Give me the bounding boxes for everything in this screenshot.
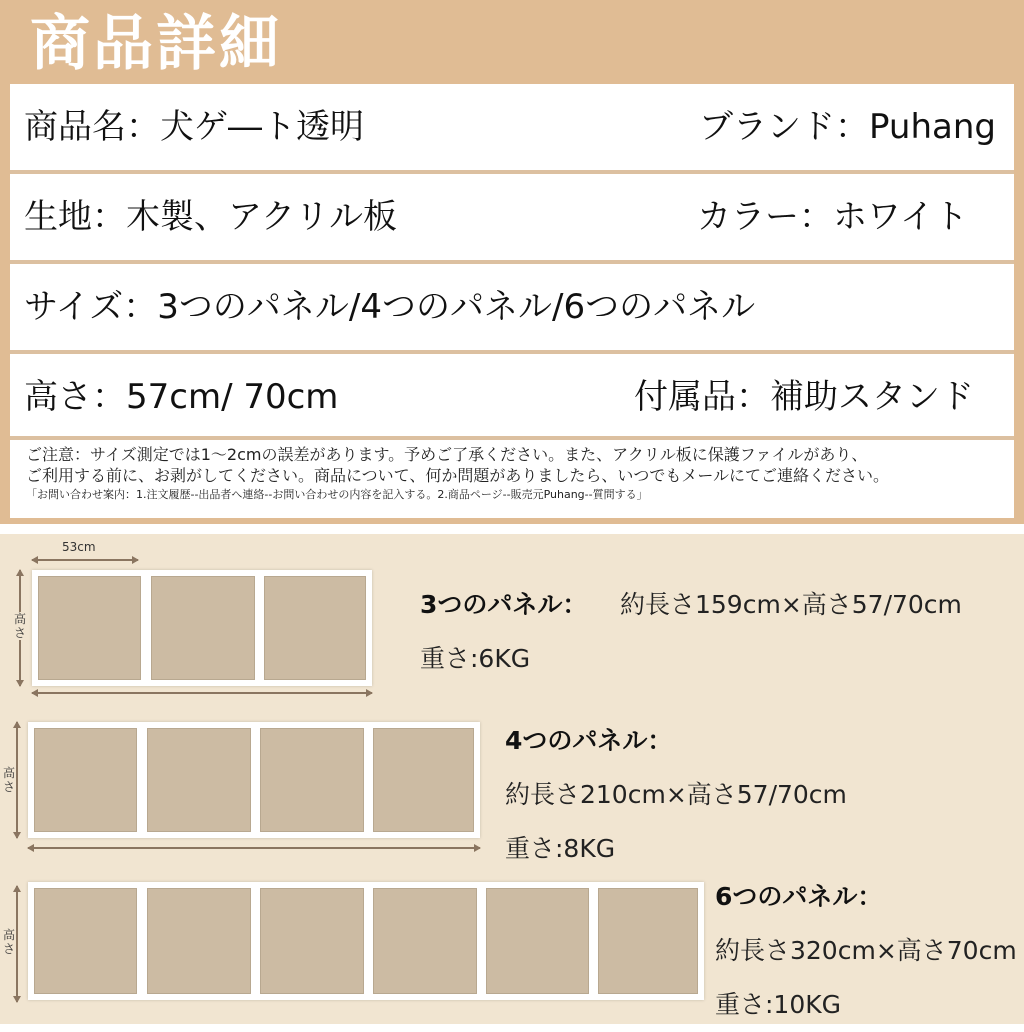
length-arrow — [28, 847, 480, 849]
height: 高さ：57cm/ 70cm — [24, 377, 339, 417]
gate-panel — [260, 728, 364, 832]
gate-6-spec — [715, 870, 1017, 1032]
gate-name: 4つのパネル： — [505, 726, 673, 755]
gate-6-panels — [28, 882, 704, 1000]
gate-name: 3つのパネル： — [420, 590, 588, 619]
product-name: 商品名：犬ゲ―ト透明 — [24, 107, 364, 147]
gate-name: 6つのパネル： — [715, 882, 883, 911]
gate-panel — [34, 728, 137, 832]
gate-3-panels — [32, 570, 372, 686]
spec-row-name-brand — [10, 84, 1014, 170]
gate-panel — [260, 888, 364, 994]
color: カラー：ホワイト — [697, 197, 968, 237]
contact-info: 「お問い合わせ案内：1.注文履歴--出品者へ連絡--お問い合わせの内容を記入する。2.商品ページ--販売元Puhang--質問する」 — [26, 488, 648, 501]
divider — [10, 436, 1014, 440]
gate-3-spec — [420, 578, 587, 632]
gate-4-spec — [505, 714, 847, 876]
panel-width-label: 53cm — [62, 540, 96, 554]
brand: ブランド：Puhang — [699, 107, 996, 147]
notice-line: ご利用する前に、お剥がしてください。商品について、何か問題がありましたら、いつでもメールにてご連絡ください。 — [26, 466, 890, 485]
gate-size-section — [0, 534, 1024, 1024]
gate-4-panels — [28, 722, 480, 838]
length-arrow — [32, 692, 372, 694]
notice-line: ご注意：サイズ測定では1～2cmの誤差があります。予めご了承ください。また、アクリル板に保護ファイルがあり、 — [26, 445, 868, 464]
panel-width-arrow — [32, 559, 138, 561]
gate-panel — [151, 576, 255, 680]
notice — [26, 444, 1006, 504]
spec-row-size — [10, 264, 1014, 350]
spec-table — [10, 84, 1014, 518]
gate-weight: 重さ:6KG — [420, 644, 531, 673]
page-title: 商品詳細 — [30, 9, 282, 79]
height-label: 高さ — [2, 928, 15, 956]
gate-panel — [34, 888, 137, 994]
gate-panel — [486, 888, 589, 994]
gate-panel — [147, 728, 251, 832]
gate-panel — [264, 576, 366, 680]
gate-weight: 重さ:10KG — [715, 990, 842, 1019]
material: 生地：木製、アクリル板 — [24, 197, 397, 237]
gate-weight: 重さ:8KG — [505, 834, 616, 863]
gate-panel — [373, 888, 477, 994]
accessory: 付属品：補助スタンド — [634, 377, 974, 417]
spec-row-material-color — [10, 174, 1014, 260]
height-label: 高さ — [13, 612, 26, 640]
gate-panel — [598, 888, 698, 994]
gate-size: 約長さ210cm×高さ57/70cm — [505, 780, 847, 809]
height-arrow — [16, 886, 18, 1002]
gate-size: 約長さ159cm×高さ57/70cm — [620, 590, 962, 619]
gate-panel — [373, 728, 474, 832]
spec-row-height-accessory — [10, 354, 1014, 440]
size: サイズ：3つのパネル/4つのパネル/6つのパネル — [24, 287, 756, 327]
gate-panel — [147, 888, 251, 994]
height-label: 高さ — [2, 766, 15, 794]
height-arrow — [16, 722, 18, 838]
gate-size: 約長さ320cm×高さ70cm — [715, 936, 1017, 965]
gate-panel — [38, 576, 141, 680]
